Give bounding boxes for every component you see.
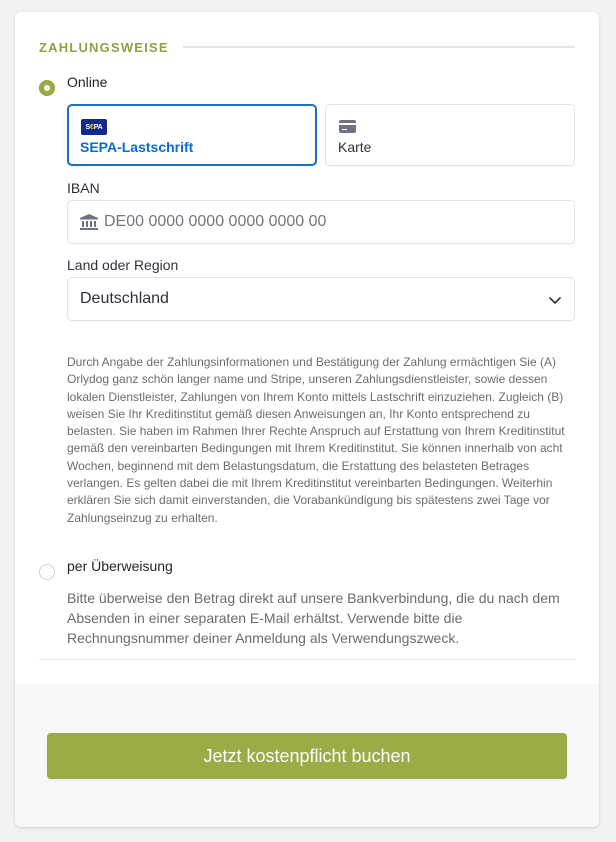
sepa-logo-icon: S € PA [81, 119, 107, 135]
bank-icon [80, 214, 98, 230]
tab-karte[interactable] [325, 104, 575, 166]
online-radio-icon[interactable] [39, 80, 55, 96]
payment-card [15, 12, 599, 827]
iban-label: IBAN [67, 180, 100, 196]
submit-booking-button[interactable]: Jetzt kostenpflicht buchen [47, 733, 567, 779]
online-option-label[interactable]: Online [67, 74, 108, 90]
country-select[interactable] [67, 277, 575, 321]
section-title: ZAHLUNGSWEISE [39, 39, 169, 55]
section-divider-bottom [39, 659, 575, 660]
transfer-radio-icon[interactable] [39, 564, 55, 580]
tab-sepa-lastschrift[interactable] [67, 104, 317, 166]
footer [15, 684, 599, 827]
country-label: Land oder Region [67, 257, 179, 273]
sepa-mandate-text: Durch Angabe der Zahlungsinformationen und Bestätigung der Zahlung ermächtigen Sie (A) Orlydog ganz schön langer name und Stripe, unseren Zahlungsdienstleister, sowie dessen lokalen Dienstleister, Zahlungen von Ihrem Konto mittels Lastschrift einzuziehen. Zugleich (B) weisen Sie Ihr Kreditinstitut gemäß diesen Anweisungen an, Ihr Konto entsprechend zu belasten. Sie haben im Rahmen Ihrer Rechte Anspruch auf Erstattung von Ihrem Kreditinstitut gemäß den vereinbarten Bedingungen mit Ihrem Kreditinstitut. Sie können innerhalb von acht Wochen, beginnend mit dem Belastungsdatum, die Erstattung des belasteten Betrages verlangen. Es gelten dabei die mit Ihrem Kreditinstitut vereinbarten Bedingungen. Weiterhin erklären Sie sich damit einverstanden, die Vorabankündigung bis spätestens zwei Tage vor Zahlungseinzug zu erhalten. [67, 355, 565, 525]
iban-input[interactable] [104, 201, 564, 243]
transfer-description: Bitte überweise den Betrag direkt auf unsere Bankverbindung, die du nach dem Absenden in einer separaten E-Mail erhältst. Verwende bitte die Rechnungsnummer deiner Anmeldung als Verwendungszweck. [67, 590, 560, 646]
iban-field[interactable] [67, 200, 575, 244]
section-header [39, 38, 575, 56]
transfer-option-label[interactable]: per Überweisung [67, 558, 173, 574]
credit-card-icon [339, 120, 356, 133]
section-divider [183, 46, 575, 48]
chevron-down-icon [548, 293, 562, 307]
tab-karte-label: Karte [338, 139, 372, 155]
tab-sepa-label: SEPA-Lastschrift [80, 139, 194, 155]
country-select-value: Deutschland [80, 290, 169, 307]
